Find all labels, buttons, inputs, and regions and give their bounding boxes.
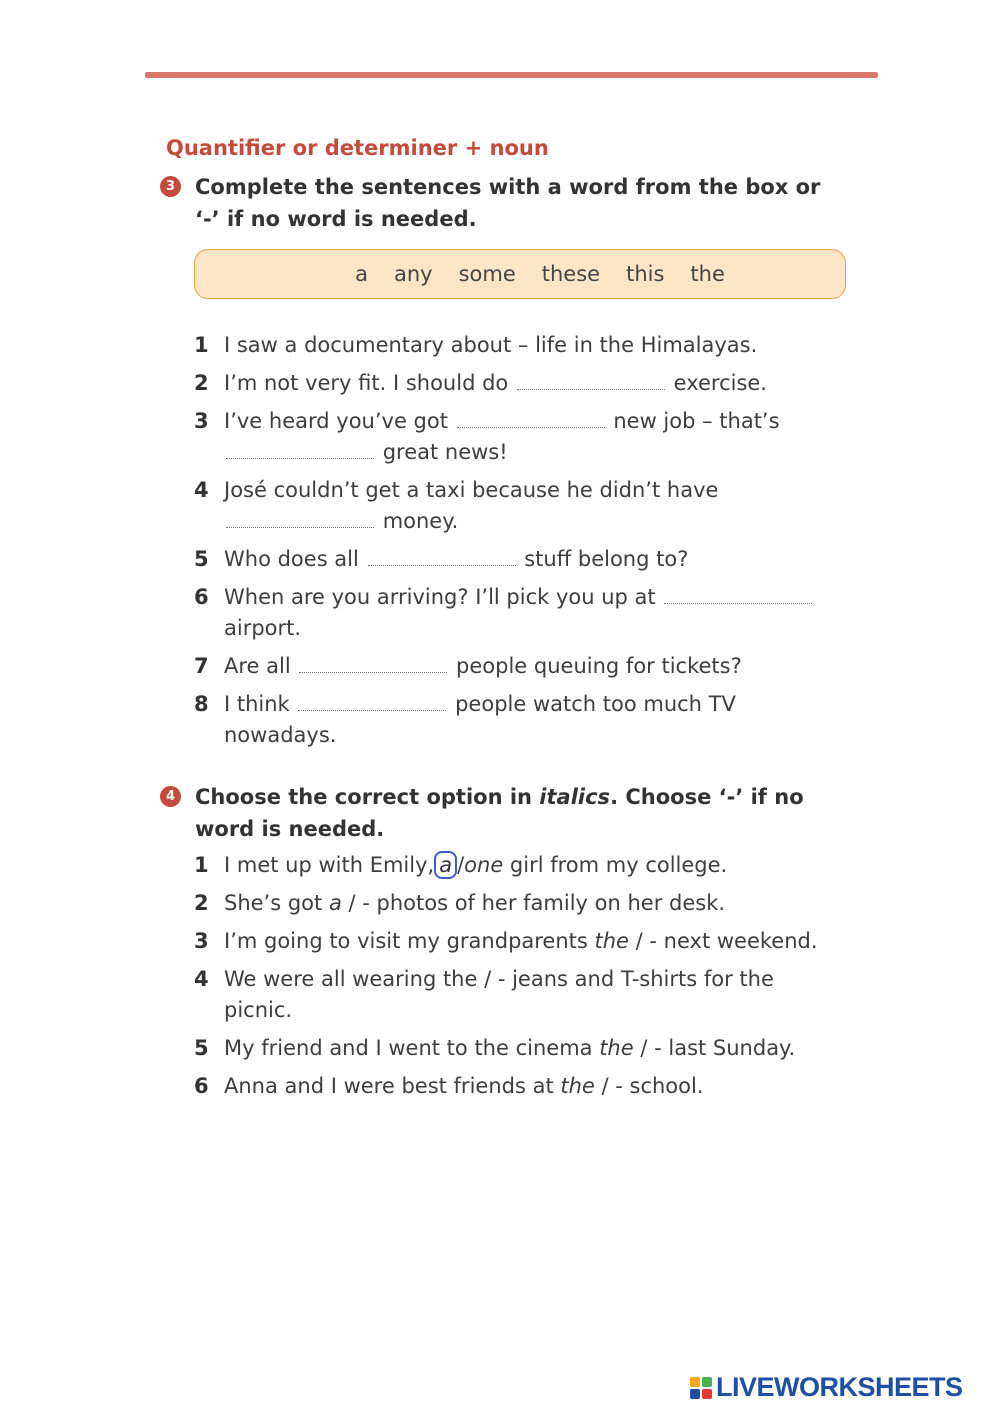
logo-square: [702, 1389, 712, 1399]
logo-text: LIVEWORKSHEETS: [716, 1372, 963, 1402]
item-number: 3: [194, 409, 209, 433]
item-number: 5: [194, 1036, 209, 1060]
item-text: airport.: [224, 616, 302, 640]
item-text: I’m going to visit my grandparents: [224, 929, 595, 953]
item-text: I saw a documentary about – life in the Himalayas.: [224, 333, 758, 357]
exercise-3-items: [194, 330, 844, 758]
item-text: Are all: [224, 654, 291, 678]
option[interactable]: the: [560, 1074, 595, 1098]
item-number: 6: [194, 585, 209, 609]
instruction-text: Choose the correct option in: [195, 785, 540, 809]
item-text: people queuing for tickets?: [456, 654, 742, 678]
item-text: money.: [382, 509, 459, 533]
item-text: school.: [629, 1074, 704, 1098]
option-separator[interactable]: / -: [594, 1074, 630, 1098]
item-text: Who does all: [224, 547, 359, 571]
item-number: 8: [194, 692, 209, 716]
answer-blank[interactable]: [457, 413, 605, 428]
item-text: next weekend.: [663, 929, 818, 953]
list-item: [194, 544, 844, 575]
option-separator[interactable]: / -: [633, 1036, 669, 1060]
exercise-4-items: [194, 850, 844, 1109]
answer-blank[interactable]: [226, 513, 374, 528]
list-item: [194, 368, 844, 399]
top-rule: [145, 72, 878, 78]
logo-mark-icon: [690, 1377, 712, 1399]
item-number: 1: [194, 853, 209, 877]
list-item: [194, 475, 844, 537]
item-text: I’m not very fit. I should do: [224, 371, 509, 395]
item-number: 6: [194, 1074, 209, 1098]
option[interactable]: the: [594, 929, 629, 953]
option-separator[interactable]: / -: [628, 929, 664, 953]
exercise-3-header: [160, 171, 850, 235]
item-text: girl from my college.: [503, 853, 728, 877]
answer-blank[interactable]: [299, 658, 447, 673]
list-item: [194, 926, 844, 957]
list-item: [194, 406, 844, 468]
item-number: 4: [194, 967, 209, 991]
answer-blank[interactable]: [517, 375, 665, 390]
word-box: [194, 249, 846, 299]
item-text: She’s got: [224, 891, 329, 915]
exercise-number-badge: 3: [160, 176, 181, 197]
item-text: We were all wearing the / - jeans and T-shirts for the picnic.: [224, 967, 774, 1022]
answer-blank[interactable]: [226, 444, 374, 459]
item-number: 1: [194, 333, 209, 357]
item-text: photos of her family on her desk.: [376, 891, 726, 915]
list-item: [194, 1071, 844, 1102]
item-text: José couldn’t get a taxi because he didn’t have: [224, 478, 719, 502]
selected-option[interactable]: a: [434, 851, 457, 879]
list-item: [194, 964, 844, 1026]
item-number: 3: [194, 929, 209, 953]
item-text: I met up with Emily,: [224, 853, 435, 877]
exercise-3-instruction: Complete the sentences with a word from the box or ‘-’ if no word is needed.: [195, 175, 821, 231]
list-item: [194, 888, 844, 919]
item-text: stuff belong to?: [524, 547, 689, 571]
logo-square: [702, 1377, 712, 1387]
item-number: 2: [194, 371, 209, 395]
exercise-number-badge: 4: [160, 786, 181, 807]
item-text: people watch too much TV nowadays.: [224, 692, 736, 747]
item-text: new job – that’s: [613, 409, 780, 433]
item-text: exercise.: [673, 371, 767, 395]
answer-blank[interactable]: [368, 551, 516, 566]
item-text: When are you arriving? I’ll pick you up at: [224, 585, 656, 609]
logo-square: [690, 1389, 700, 1399]
item-text: I think: [224, 692, 290, 716]
item-text: I’ve heard you’ve got: [224, 409, 448, 433]
exercise-4-header: [160, 781, 850, 845]
option-separator[interactable]: / -: [341, 891, 377, 915]
box-word: these: [541, 262, 601, 286]
instruction-italic: italics: [539, 785, 611, 809]
box-word: a: [355, 262, 368, 286]
answer-blank[interactable]: [298, 696, 446, 711]
list-item: [194, 1033, 844, 1064]
box-word: the: [690, 262, 725, 286]
box-word: some: [458, 262, 516, 286]
list-item: [194, 582, 844, 644]
logo-square: [690, 1377, 700, 1387]
list-item: [194, 850, 844, 881]
item-text: My friend and I went to the cinema: [224, 1036, 600, 1060]
list-item: [194, 689, 844, 751]
item-text: great news!: [382, 440, 508, 464]
list-item: [194, 330, 844, 361]
box-word: this: [626, 262, 665, 286]
list-item: [194, 651, 844, 682]
option[interactable]: the: [599, 1036, 634, 1060]
item-text: Anna and I were best friends at: [224, 1074, 561, 1098]
option[interactable]: a: [328, 891, 342, 915]
option-separator: /: [457, 853, 465, 877]
item-number: 7: [194, 654, 209, 678]
exercise-4-instruction: [195, 781, 850, 845]
answer-blank[interactable]: [664, 589, 812, 604]
box-word: any: [393, 262, 433, 286]
option[interactable]: one: [464, 853, 504, 877]
item-number: 4: [194, 478, 209, 502]
item-number: 2: [194, 891, 209, 915]
section-heading: Quantifier or determiner + noun: [166, 136, 549, 160]
liveworksheets-logo: [690, 1372, 963, 1403]
instruction-text: . Choose ‘-’ if no word is needed.: [195, 785, 804, 841]
item-number: 5: [194, 547, 209, 571]
item-text: last Sunday.: [668, 1036, 796, 1060]
